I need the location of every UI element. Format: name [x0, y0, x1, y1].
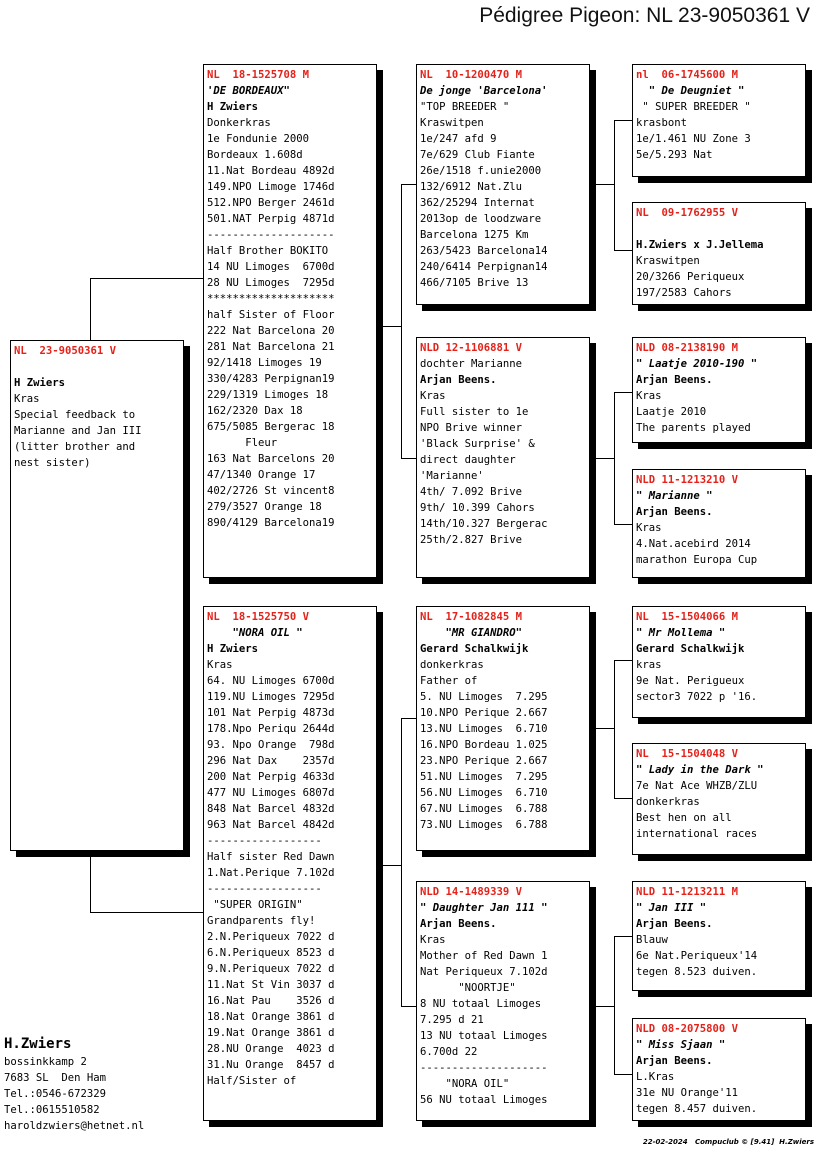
- pedigree-line: 93. Npo Orange 798d: [207, 739, 335, 751]
- pedigree-line: 279/3527 Orange 18: [207, 501, 322, 513]
- pedigree-line: 197/2583 Cahors: [636, 287, 732, 299]
- connector-line: [614, 392, 633, 393]
- pedigree-line: Donkerkras: [207, 117, 271, 129]
- pedigree-line: 5. NU Limoges 7.295: [420, 691, 548, 703]
- pedigree-line: 119.NU Limoges 7295d: [207, 691, 335, 703]
- pedigree-line: H Zwiers: [207, 101, 259, 113]
- ring-number: NL 23-9050361 V: [14, 345, 117, 357]
- pedigree-line: 9e Nat. Perigueux: [636, 675, 745, 687]
- pedigree-line: 675/5085 Bergerac 18: [207, 421, 335, 433]
- pedigree-line: H Zwiers: [14, 377, 66, 389]
- connector-line: [401, 1006, 417, 1007]
- connector-line: [590, 1006, 615, 1007]
- pedigree-line: 8 NU totaal Limoges: [420, 998, 542, 1010]
- pedigree-line: 26e/1518 f.unie2000: [420, 165, 542, 177]
- pedigree-line: 67.NU Limoges 6.788: [420, 803, 548, 815]
- pedigree-line: 4.Nat.acebird 2014: [636, 538, 751, 550]
- pedigree-line: 101 Nat Perpig 4873d: [207, 707, 335, 719]
- pedigree-line: "NORA OIL": [420, 1078, 510, 1090]
- pigeon-card-sdd: [632, 469, 806, 578]
- pedigree-line: " Laatje 2010-190 ": [636, 358, 758, 370]
- pedigree-line: 14 NU Limoges 6700d: [207, 261, 335, 273]
- pedigree-line: 501.NAT Perpig 4871d: [207, 213, 335, 225]
- pedigree-line: 25th/2.827 Brive: [420, 534, 523, 546]
- pedigree-line: 'Black Surprise' &: [420, 438, 535, 450]
- pedigree-line: 73.NU Limoges 6.788: [420, 819, 548, 831]
- pedigree-line: Nat Periqueux 7.102d: [420, 966, 548, 978]
- ring-number: NL 17-1082845 M: [420, 611, 523, 623]
- pedigree-line: 402/2726 St vincent8: [207, 485, 335, 497]
- pedigree-line: Marianne and Jan III: [14, 425, 142, 437]
- connector-line: [401, 718, 402, 1006]
- pedigree-line: 512.NPO Berger 2461d: [207, 197, 335, 209]
- pedigree-line: Arjan Beens.: [636, 1055, 713, 1067]
- pedigree-line: Gerard Schalkwijk: [420, 643, 529, 655]
- pigeon-card-dsd: [632, 743, 806, 855]
- pedigree-line: 28.NU Orange 4023 d: [207, 1043, 335, 1055]
- pedigree-line: 28 NU Limoges 7295d: [207, 277, 335, 289]
- ring-number: NLD 08-2138190 M: [636, 342, 739, 354]
- pedigree-line: Arjan Beens.: [636, 918, 713, 930]
- pedigree-line: 1.Nat.Perique 7.102d: [207, 867, 335, 879]
- pedigree-line: 18.Nat Orange 3861 d: [207, 1011, 335, 1023]
- pedigree-line: H.Zwiers x J.Jellema: [636, 239, 764, 251]
- connector-line: [401, 458, 417, 459]
- pedigree-line: Bordeaux 1.608d: [207, 149, 303, 161]
- pedigree-line: 51.NU Limoges 7.295: [420, 771, 548, 783]
- pedigree-line: nest sister): [14, 457, 91, 469]
- pedigree-line: 31.Nu Orange 8457 d: [207, 1059, 335, 1071]
- connector-line: [614, 120, 633, 121]
- pedigree-line: 47/1340 Orange 17: [207, 469, 316, 481]
- pedigree-line: 56.NU Limoges 6.710: [420, 787, 548, 799]
- pedigree-line: dochter Marianne: [420, 358, 523, 370]
- pedigree-line: 466/7105 Brive 13: [420, 277, 529, 289]
- owner-line: bossinkkamp 2: [4, 1056, 87, 1068]
- pedigree-line: Best hen on all: [636, 812, 732, 824]
- pedigree-line: "MR GIANDRO": [420, 627, 523, 639]
- owner-line: haroldzwiers@hetnet.nl: [4, 1120, 145, 1132]
- pedigree-line: direct daughter: [420, 454, 516, 466]
- pigeon-card-sire-sire: [416, 64, 590, 305]
- pedigree-line: donkerkras: [420, 659, 484, 671]
- pedigree-line: Gerard Schalkwijk: [636, 643, 745, 655]
- ring-number: NL 10-1200470 M: [420, 69, 523, 81]
- pigeon-card-dss: [632, 606, 806, 718]
- pedigree-line: 13.NU Limoges 6.710: [420, 723, 548, 735]
- pedigree-line: 1e Fondunie 2000: [207, 133, 310, 145]
- pedigree-line: 240/6414 Perpignan14: [420, 261, 548, 273]
- pedigree-line: 149.NPO Limoge 1746d: [207, 181, 335, 193]
- connector-line: [590, 458, 615, 459]
- ring-number: NL 09-1762955 V: [636, 207, 739, 219]
- pedigree-line: H Zwiers: [207, 643, 259, 655]
- owner-address: [4, 1034, 144, 1134]
- pedigree-line: " Miss Sjaan ": [636, 1039, 726, 1051]
- pedigree-line: half Sister of Floor: [207, 309, 335, 321]
- connector-line: [377, 865, 402, 866]
- pedigree-line: 23.NPO Perique 2.667: [420, 755, 548, 767]
- connector-line: [90, 850, 91, 912]
- connector-line: [614, 1074, 633, 1075]
- pedigree-line: Arjan Beens.: [636, 506, 713, 518]
- connector-line: [614, 936, 615, 1074]
- pedigree-line: De jonge 'Barcelona': [420, 85, 548, 97]
- pedigree-line: 13 NU totaal Limoges: [420, 1030, 548, 1042]
- pedigree-line: ------------------: [207, 883, 322, 895]
- pedigree-line: tegen 8.523 duiven.: [636, 966, 758, 978]
- connector-line: [590, 728, 615, 729]
- pedigree-line: 1e/1.461 NU Zone 3: [636, 133, 751, 145]
- ring-number: NLD 08-2075800 V: [636, 1023, 739, 1035]
- pedigree-line: Father of: [420, 675, 478, 687]
- pedigree-line: 222 Nat Barcelona 20: [207, 325, 335, 337]
- pedigree-line: 7e Nat Ace WHZB/ZLU: [636, 780, 758, 792]
- pedigree-line: Barcelona 1275 Km: [420, 229, 529, 241]
- pedigree-line: Laatje 2010: [636, 406, 707, 418]
- pedigree-line: " De Deugniet ": [636, 85, 745, 97]
- owner-line: Tel.:0615510582: [4, 1104, 100, 1116]
- pedigree-line: "TOP BREEDER ": [420, 101, 510, 113]
- footer-credit: 22-02-2024 Compuclub © [9.41] H.Zwiers: [642, 1138, 814, 1146]
- pedigree-line: marathon Europa Cup: [636, 554, 758, 566]
- pedigree-line: 19.Nat Orange 3861 d: [207, 1027, 335, 1039]
- pedigree-line: 362/25294 Internat: [420, 197, 535, 209]
- pedigree-line: " Marianne ": [636, 490, 713, 502]
- pedigree-line: 2.N.Periqueux 7022 d: [207, 931, 335, 943]
- pedigree-line: 281 Nat Barcelona 21: [207, 341, 335, 353]
- connector-line: [401, 184, 402, 458]
- page-title: Pédigree Pigeon: NL 23-9050361 V: [479, 4, 810, 27]
- pedigree-line: Kras: [14, 393, 40, 405]
- pigeon-card-sds: [632, 337, 806, 443]
- pedigree-line: 6e Nat.Periqueux'14: [636, 950, 758, 962]
- pedigree-line: 14th/10.327 Bergerac: [420, 518, 548, 530]
- pedigree-line: 16.NPO Bordeau 1.025: [420, 739, 548, 751]
- pedigree-line: Kras: [207, 659, 233, 671]
- pedigree-line: Half Brother BOKITO: [207, 245, 329, 257]
- pedigree-line: NPO Brive winner: [420, 422, 523, 434]
- pigeon-card-dam-dam: [416, 881, 590, 1121]
- pedigree-line: L.Kras: [636, 1071, 675, 1083]
- pedigree-line: Kraswitpen: [636, 255, 700, 267]
- connector-line: [401, 718, 417, 719]
- pedigree-line: " Jan III ": [636, 902, 707, 914]
- connector-line: [590, 184, 615, 185]
- pedigree-line: Half/Sister of: [207, 1075, 297, 1087]
- pedigree-line: Kraswitpen: [420, 117, 484, 129]
- connector-line: [614, 250, 633, 251]
- pedigree-line: Grandparents fly!: [207, 915, 316, 927]
- ring-number: NL 18-1525708 M: [207, 69, 310, 81]
- pedigree-line: 10.NPO Perique 2.667: [420, 707, 548, 719]
- pedigree-line: 6.N.Periqueux 8523 d: [207, 947, 335, 959]
- pedigree-line: 4th/ 7.092 Brive: [420, 486, 523, 498]
- pigeon-card-subject: [10, 340, 184, 851]
- pedigree-line: Half sister Red Dawn: [207, 851, 335, 863]
- connector-line: [614, 524, 633, 525]
- connector-line: [614, 392, 615, 524]
- pedigree-line: 7.295 d 21: [420, 1014, 484, 1026]
- pedigree-line: 178.Npo Periqu 2644d: [207, 723, 335, 735]
- pedigree-line: " Daughter Jan 111 ": [420, 902, 548, 914]
- pedigree-line: 848 Nat Barcel 4832d: [207, 803, 335, 815]
- pedigree-line: 477 NU Limoges 6807d: [207, 787, 335, 799]
- pedigree-line: Fleur: [207, 437, 278, 449]
- ring-number: NLD 11-1213210 V: [636, 474, 739, 486]
- pedigree-line: 5e/5.293 Nat: [636, 149, 713, 161]
- pedigree-line: Arjan Beens.: [420, 374, 497, 386]
- pedigree-line: Full sister to 1e: [420, 406, 529, 418]
- pedigree-line: --------------------: [420, 1062, 548, 1074]
- pedigree-line: 2013op de loodzware: [420, 213, 542, 225]
- pedigree-line: sector3 7022 p '16.: [636, 691, 758, 703]
- pedigree-line: 229/1319 Limoges 18: [207, 389, 329, 401]
- pigeon-card-dam: [203, 606, 377, 1121]
- pigeon-card-sss: [632, 64, 806, 177]
- pedigree-line: "SUPER ORIGIN": [207, 899, 303, 911]
- pedigree-line: --------------------: [207, 229, 335, 241]
- pedigree-line: krasbont: [636, 117, 688, 129]
- pigeon-card-dam-sire: [416, 606, 590, 851]
- connector-line: [614, 120, 615, 250]
- pedigree-line: 963 Nat Barcel 4842d: [207, 819, 335, 831]
- connector-line: [90, 912, 204, 913]
- pedigree-line: kras: [636, 659, 662, 671]
- pedigree-line: 7e/629 Club Fiante: [420, 149, 535, 161]
- ring-number: NLD 12-1106881 V: [420, 342, 523, 354]
- pigeon-card-sire-dam: [416, 337, 590, 578]
- connector-line: [614, 798, 633, 799]
- pedigree-line: " Lady in the Dark ": [636, 764, 764, 776]
- pedigree-line: Blauw: [636, 934, 668, 946]
- connector-line: [377, 326, 402, 327]
- pedigree-line: Arjan Beens.: [636, 374, 713, 386]
- pedigree-line: Arjan Beens.: [420, 918, 497, 930]
- pedigree-line: 9th/ 10.399 Cahors: [420, 502, 535, 514]
- connector-line: [401, 184, 417, 185]
- owner-line: Tel.:0546-672329: [4, 1088, 107, 1100]
- pedigree-line: 31e NU Orange'11: [636, 1087, 739, 1099]
- pedigree-line: " Mr Mollema ": [636, 627, 726, 639]
- pedigree-line: international races: [636, 828, 758, 840]
- pedigree-line: (litter brother and: [14, 441, 136, 453]
- pedigree-line: 162/2320 Dax 18: [207, 405, 303, 417]
- pedigree-line: Kras: [420, 934, 446, 946]
- pedigree-line: 'DE BORDEAUX": [207, 85, 290, 97]
- pedigree-line: [636, 221, 802, 237]
- pedigree-line: donkerkras: [636, 796, 700, 808]
- pedigree-line: 6.700d 22: [420, 1046, 478, 1058]
- pedigree-line: 132/6912 Nat.Zlu: [420, 181, 523, 193]
- connector-line: [90, 278, 91, 341]
- owner-line: 7683 SL Den Ham: [4, 1072, 107, 1084]
- connector-line: [614, 660, 633, 661]
- pedigree-line: 263/5423 Barcelona14: [420, 245, 548, 257]
- ring-number: NL 18-1525750 V: [207, 611, 310, 623]
- pedigree-line: 16.Nat Pau 3526 d: [207, 995, 335, 1007]
- pedigree-line: 56 NU totaal Limoges: [420, 1094, 548, 1106]
- owner-name: H.Zwiers: [4, 1036, 72, 1052]
- pedigree-line: 'Marianne': [420, 470, 484, 482]
- pedigree-line: 296 Nat Dax 2357d: [207, 755, 335, 767]
- pedigree-line: 92/1418 Limoges 19: [207, 357, 322, 369]
- pedigree-line: 64. NU Limoges 6700d: [207, 675, 335, 687]
- pedigree-line: "NOORTJE": [420, 982, 516, 994]
- pigeon-card-dds: [632, 881, 806, 991]
- pedigree-line: 1e/247 afd 9: [420, 133, 497, 145]
- pedigree-line: ********************: [207, 293, 335, 305]
- pedigree-line: 11.Nat Bordeau 4892d: [207, 165, 335, 177]
- pedigree-line: Kras: [636, 522, 662, 534]
- pedigree-line: "NORA OIL ": [207, 627, 303, 639]
- pedigree-line: The parents played: [636, 422, 751, 434]
- ring-number: NL 15-1504066 M: [636, 611, 739, 623]
- pigeon-card-ssd: [632, 202, 806, 305]
- pedigree-line: Kras: [420, 390, 446, 402]
- ring-number: NL 15-1504048 V: [636, 748, 739, 760]
- pedigree-line: tegen 8.457 duiven.: [636, 1103, 758, 1115]
- connector-line: [90, 278, 204, 279]
- pedigree-line: 11.Nat St Vin 3037 d: [207, 979, 335, 991]
- pedigree-line: Kras: [636, 390, 662, 402]
- ring-number: NLD 14-1489339 V: [420, 886, 523, 898]
- pedigree-line: ------------------: [207, 835, 322, 847]
- pedigree-line: Special feedback to: [14, 409, 136, 421]
- pigeon-card-sire: [203, 64, 377, 578]
- pedigree-line: Mother of Red Dawn 1: [420, 950, 548, 962]
- pedigree-line: 20/3266 Periqueux: [636, 271, 745, 283]
- pedigree-line: " SUPER BREEDER ": [636, 101, 751, 113]
- ring-number: NLD 11-1213211 M: [636, 886, 739, 898]
- pedigree-line: [14, 359, 180, 375]
- connector-line: [614, 936, 633, 937]
- pigeon-card-ddd: [632, 1018, 806, 1121]
- pedigree-line: 9.N.Periqueux 7022 d: [207, 963, 335, 975]
- pedigree-line: 200 Nat Perpig 4633d: [207, 771, 335, 783]
- connector-line: [614, 660, 615, 798]
- pedigree-line: 890/4129 Barcelona19: [207, 517, 335, 529]
- pedigree-line: 163 Nat Barcelons 20: [207, 453, 335, 465]
- ring-number: nl 06-1745600 M: [636, 69, 739, 81]
- pedigree-line: 330/4283 Perpignan19: [207, 373, 335, 385]
